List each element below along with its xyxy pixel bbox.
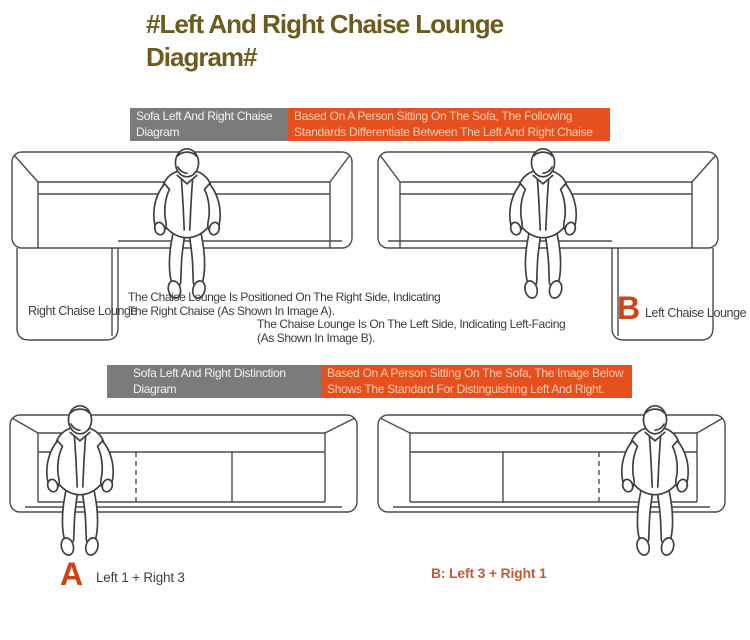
section2-gray-header-line: Sofa Left And Right Distinction [133, 366, 286, 380]
image-a-letter: A [60, 556, 84, 592]
image-b-caption: B: Left 3 + Right 1 [431, 565, 547, 581]
image-a-caption: Left 1 + Right 3 [96, 570, 185, 585]
section1-orange-header-line: Standards Differentiate Between The Left And Right Chaise [294, 124, 593, 139]
left-chaise-note [257, 317, 565, 345]
left-chaise-label: Left Chaise Lounge [645, 306, 747, 320]
page-title-line: Diagram# [146, 42, 257, 72]
sofa-left1-right3-drawing [5, 403, 365, 583]
right-chaise-label: Right Chaise Lounge [28, 304, 138, 318]
section2-gray-header [107, 365, 321, 398]
section1-orange-header-line: Based On A Person Sitting On The Sofa, The Following [294, 109, 573, 123]
right-chaise-note-line: The Right Chaise (As Shown In Image A). [128, 304, 335, 318]
right-chaise-note [128, 290, 440, 318]
right-chaise-note-line: The Chaise Lounge Is Positioned On The Right Side, Indicating [128, 290, 441, 304]
left-chaise-note-line: (As Shown In Image B). [257, 331, 375, 345]
section2-orange-header-line: Shows The Standard For Distinguishing Left And Right. [327, 381, 605, 396]
left-chaise-note-line: The Chaise Lounge Is On The Left Side, Indicating Left-Facing [257, 317, 566, 331]
section1-gray-header-line: Diagram [136, 124, 180, 139]
page-title-line: #Left And Right Chaise Lounge [146, 9, 504, 39]
section1-orange-header [288, 108, 610, 141]
section2-orange-header-line: Based On A Person Sitting On The Sofa, The Image Below [327, 366, 624, 380]
section1-gray-header [130, 108, 288, 141]
section1-gray-header-line: Sofa Left And Right Chaise [136, 109, 273, 123]
image-b-letter: B [617, 290, 641, 326]
page-title [146, 8, 616, 74]
sofa-left3-right1-drawing [370, 403, 730, 583]
section2-gray-header-line: Diagram [133, 381, 177, 396]
section2-orange-header [321, 365, 632, 398]
